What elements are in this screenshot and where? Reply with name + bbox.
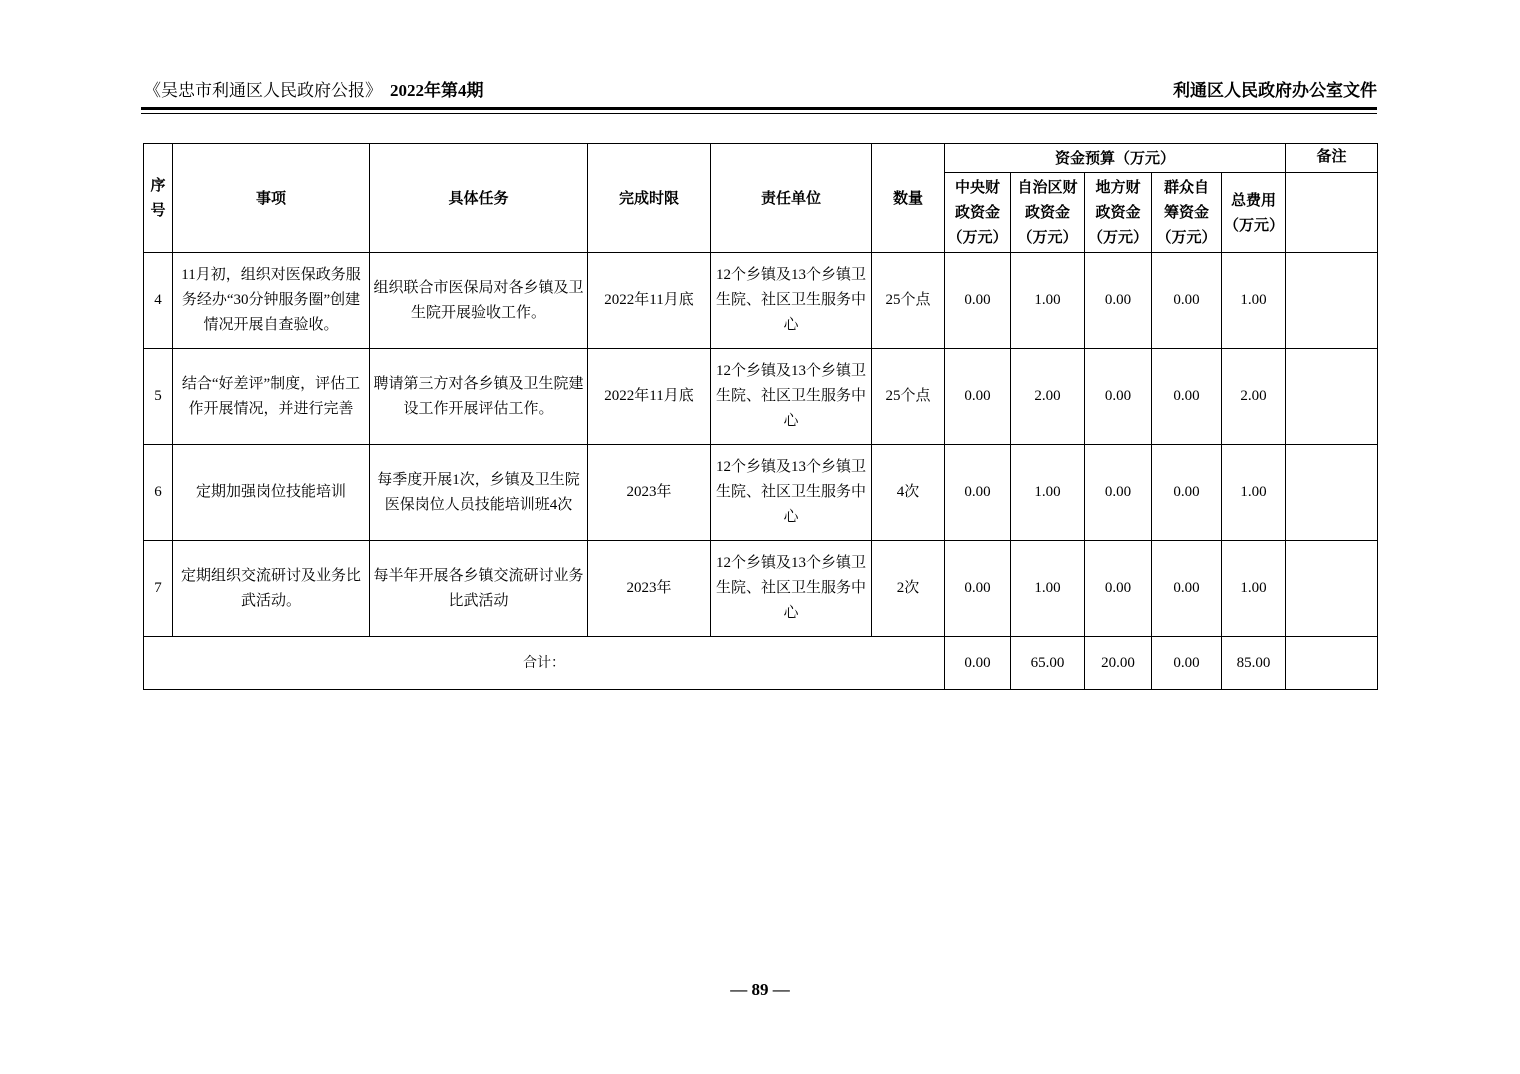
- cell-item: 结合“好差评”制度，评估工作开展情况，并进行完善: [173, 349, 370, 445]
- total-local: 20.00: [1085, 637, 1152, 690]
- cell-mass: 0.00: [1152, 349, 1222, 445]
- totals-label: 合计：: [144, 637, 945, 690]
- cell-total: 2.00: [1222, 349, 1286, 445]
- table-row: [144, 253, 1378, 349]
- total-all: 85.00: [1222, 637, 1286, 690]
- cell-unit: 12个乡镇及13个乡镇卫生院、社区卫生服务中心: [711, 349, 872, 445]
- header-total-line1: 总费用: [1231, 190, 1277, 209]
- cell-task: 每半年开展各乡镇交流研讨业务比武活动: [370, 541, 588, 637]
- header-region-funds: [1011, 173, 1085, 253]
- cell-unit: 12个乡镇及13个乡镇卫生院、社区卫生服务中心: [711, 445, 872, 541]
- header-mass-line2: 筹资金: [1163, 203, 1209, 221]
- issuing-office: 利通区人民政府办公室文件: [1173, 81, 1377, 100]
- cell-total: 1.00: [1222, 445, 1286, 541]
- cell-region: 1.00: [1011, 253, 1085, 349]
- cell-deadline: 2023年: [588, 541, 711, 637]
- cell-local: 0.00: [1085, 541, 1152, 637]
- header-unit: 责任单位: [711, 144, 872, 253]
- header-task: 具体任务: [370, 144, 588, 253]
- cell-remark: [1286, 445, 1378, 541]
- cell-central: 0.00: [945, 253, 1011, 349]
- header-mass-line3: （万元）: [1156, 228, 1217, 246]
- table-row: [144, 349, 1378, 445]
- header-mass-funds: [1152, 173, 1222, 253]
- cell-seq: 7: [144, 541, 173, 637]
- cell-task: 每季度开展1次，乡镇及卫生院医保岗位人员技能培训班4次: [370, 445, 588, 541]
- cell-central: 0.00: [945, 349, 1011, 445]
- cell-region: 1.00: [1011, 445, 1085, 541]
- cell-seq: 4: [144, 253, 173, 349]
- header-local-line3: （万元）: [1087, 228, 1148, 246]
- header-remark-blank: [1286, 173, 1378, 253]
- cell-unit: 12个乡镇及13个乡镇卫生院、社区卫生服务中心: [711, 541, 872, 637]
- cell-central: 0.00: [945, 445, 1011, 541]
- header-publication: [144, 80, 484, 102]
- header-region-line3: （万元）: [1017, 228, 1078, 246]
- cell-seq: 6: [144, 445, 173, 541]
- header-region-line1: 自治区财: [1017, 178, 1078, 196]
- header-quantity: 数量: [872, 144, 945, 253]
- table-row: [144, 541, 1378, 637]
- total-central: 0.00: [945, 637, 1011, 690]
- header-local-line2: 政资金: [1095, 203, 1141, 221]
- cell-region: 2.00: [1011, 349, 1085, 445]
- cell-local: 0.00: [1085, 253, 1152, 349]
- header-item: 事项: [173, 144, 370, 253]
- header-region-line2: 政资金: [1024, 203, 1070, 221]
- header-mass-line1: 群众自: [1163, 178, 1209, 196]
- cell-remark: [1286, 253, 1378, 349]
- cell-quantity: 4次: [872, 445, 945, 541]
- totals-row: [144, 637, 1378, 690]
- cell-total: 1.00: [1222, 541, 1286, 637]
- header-budget-group: 资金预算（万元）: [945, 144, 1286, 173]
- budget-table: [143, 143, 1378, 690]
- cell-deadline: 2022年11月底: [588, 349, 711, 445]
- header-central-funds: [945, 173, 1011, 253]
- cell-deadline: 2023年: [588, 445, 711, 541]
- header-central-line2: 政资金: [954, 203, 1000, 221]
- page-number: — 89 —: [730, 980, 790, 999]
- header-rule-thin: [141, 113, 1377, 114]
- page-header: [144, 80, 1377, 102]
- cell-local: 0.00: [1085, 445, 1152, 541]
- header-total-line2: （万元）: [1224, 215, 1285, 234]
- issue-number: 2022年第4期: [390, 81, 484, 100]
- cell-item: 定期组织交流研讨及业务比武活动。: [173, 541, 370, 637]
- cell-unit: 12个乡镇及13个乡镇卫生院、社区卫生服务中心: [711, 253, 872, 349]
- cell-task: 聘请第三方对各乡镇及卫生院建设工作开展评估工作。: [370, 349, 588, 445]
- cell-seq: 5: [144, 349, 173, 445]
- cell-quantity: 2次: [872, 541, 945, 637]
- cell-central: 0.00: [945, 541, 1011, 637]
- cell-region: 1.00: [1011, 541, 1085, 637]
- cell-mass: 0.00: [1152, 541, 1222, 637]
- cell-mass: 0.00: [1152, 445, 1222, 541]
- cell-item: 定期加强岗位技能培训: [173, 445, 370, 541]
- header-local-line1: 地方财: [1095, 178, 1141, 196]
- header-total-cost: [1222, 173, 1286, 253]
- header-central-line1: 中央财: [954, 178, 1000, 196]
- cell-local: 0.00: [1085, 349, 1152, 445]
- header-remark: 备注: [1286, 144, 1378, 173]
- publication-title: 《吴忠市利通区人民政府公报》: [144, 81, 382, 100]
- total-mass: 0.00: [1152, 637, 1222, 690]
- total-region: 65.00: [1011, 637, 1085, 690]
- header-rule-thick: [141, 107, 1377, 110]
- cell-quantity: 25个点: [872, 253, 945, 349]
- total-remark-blank: [1286, 637, 1378, 690]
- cell-deadline: 2022年11月底: [588, 253, 711, 349]
- table-row: [144, 445, 1378, 541]
- cell-remark: [1286, 541, 1378, 637]
- cell-remark: [1286, 349, 1378, 445]
- header-local-funds: [1085, 173, 1152, 253]
- cell-item: 11月初，组织对医保政务服务经办“30分钟服务圈”创建情况开展自查验收。: [173, 253, 370, 349]
- header-central-line3: （万元）: [947, 228, 1008, 246]
- cell-total: 1.00: [1222, 253, 1286, 349]
- cell-task: 组织联合市医保局对各乡镇及卫生院开展验收工作。: [370, 253, 588, 349]
- cell-mass: 0.00: [1152, 253, 1222, 349]
- header-deadline: 完成时限: [588, 144, 711, 253]
- cell-quantity: 25个点: [872, 349, 945, 445]
- header-seq: 序号: [144, 144, 173, 253]
